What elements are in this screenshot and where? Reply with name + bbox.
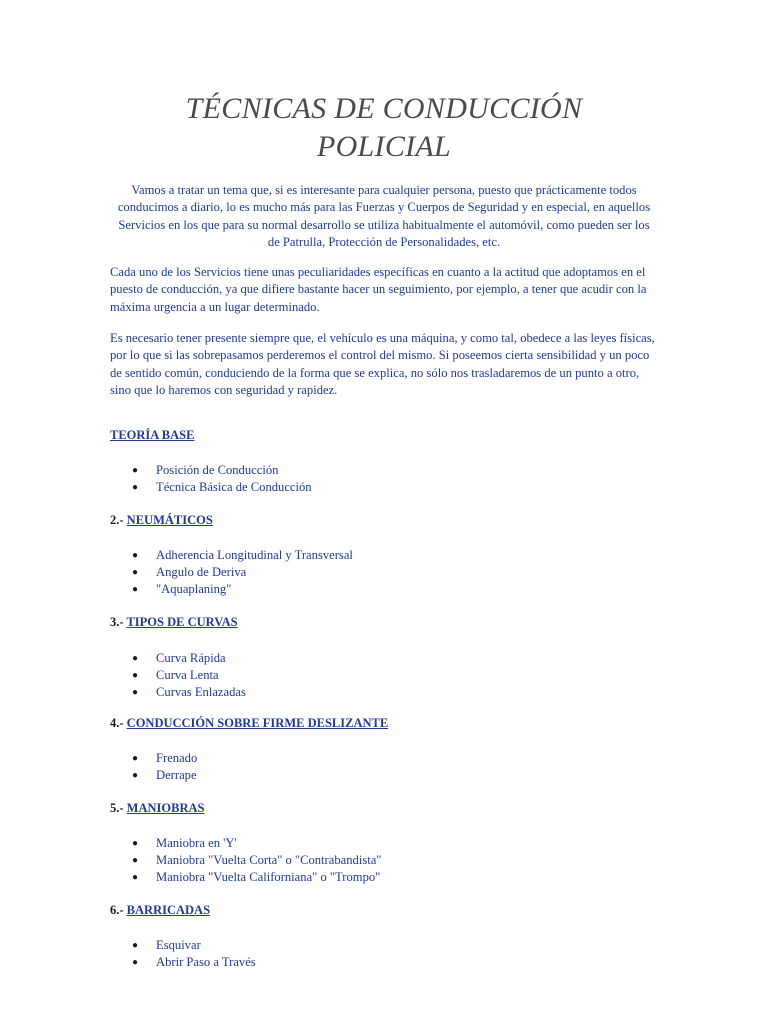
section-list-teoria-base bbox=[110, 462, 630, 496]
body-paragraph-2: Cada uno de los Servicios tiene unas peculiaridades específicas en cuanto a la actitud que adoptamos en el puesto de conducción, ya que difiere bastante hacer un seguimiento, por ejemplo, a tener que acudir con la máxima urgencia a un lugar determinado. bbox=[110, 265, 647, 314]
list-item-text: Esquivar bbox=[156, 938, 201, 952]
bullet-icon: ● bbox=[132, 584, 139, 596]
list-item-text: Maniobra en 'Y' bbox=[156, 836, 237, 850]
list-item bbox=[110, 869, 630, 886]
body-paragraph-3: Es necesario tener presente siempre que, el vehículo es una máquina, y como tal, obedece a las leyes físicas, por lo que si las sobrepasamos perderemos el control del mismo. Si poseemos cierta sensibilidad y un poco de sentido común, conduciendo de la forma que se explica, no sólo nos trasladaremos de un punto a otro, sino que lo haremos con seguridad y rapidez. bbox=[110, 331, 655, 397]
list-item-text: Frenado bbox=[156, 751, 198, 765]
bullet-icon: ● bbox=[132, 653, 139, 664]
bullet-icon: ● bbox=[132, 670, 139, 682]
bullet-icon: ● bbox=[132, 687, 139, 699]
section-link-tipos-de-curvas[interactable]: TIPOS DE CURVAS bbox=[126, 615, 238, 629]
list-item bbox=[110, 564, 630, 581]
list-item bbox=[110, 954, 630, 971]
list-item bbox=[110, 462, 630, 479]
list-item-text: Técnica Básica de Conducción bbox=[156, 480, 312, 495]
title-line-2: POLICIAL bbox=[316, 130, 452, 163]
bullet-icon: ● bbox=[132, 567, 139, 579]
section-heading-conduccion-firme-deslizante bbox=[110, 716, 670, 731]
list-item bbox=[110, 650, 630, 667]
list-item-text: Maniobra "Vuelta Californiana" o "Trompo" bbox=[156, 870, 381, 885]
list-item-text: Angulo de Deriva bbox=[156, 565, 247, 580]
intro-paragraph: Vamos a tratar un tema que, si es interesante para cualquier persona, puesto que prácticamente todos conducimos a diario, lo es mucho más para las Fuerzas y Cuerpos de Seguridad y en especial, en aquellos Servicios en los que para su normal desarrollo se utiliza habitualmente el automóvil, como pueden ser los de Patrulla, Protección de Personalidades, etc. bbox=[117, 183, 651, 249]
list-item-text: "Aquaplaning" bbox=[156, 582, 232, 597]
section-link-conduccion-firme-deslizante[interactable]: CONDUCCIÓN SOBRE FIRME DESLIZANTE bbox=[126, 716, 389, 730]
section-list-barricadas bbox=[110, 937, 630, 971]
list-item-text: Curvas Enlazadas bbox=[156, 685, 246, 700]
list-item bbox=[110, 767, 630, 784]
list-item-text: Curva Lenta bbox=[156, 668, 219, 683]
section-link-teoria-base[interactable]: TEORÍA BASE bbox=[110, 428, 195, 442]
bullet-icon: ● bbox=[132, 770, 139, 782]
section-list-neumaticos bbox=[110, 547, 630, 599]
section-list-maniobras bbox=[110, 835, 630, 887]
page-title bbox=[0, 90, 768, 166]
list-item bbox=[110, 852, 630, 869]
bullet-icon: ● bbox=[132, 753, 139, 764]
section-heading-barricadas bbox=[110, 903, 670, 918]
section-link-neumaticos[interactable]: NEUMÁTICOS bbox=[126, 513, 213, 527]
bullet-icon: ● bbox=[132, 482, 139, 494]
bullet-icon: ● bbox=[132, 872, 139, 884]
list-item-text: Adherencia Longitudinal y Transversal bbox=[156, 548, 353, 562]
list-item-text: Curva Rápida bbox=[156, 651, 226, 665]
list-item bbox=[110, 684, 630, 701]
list-item-text: Posición de Conducción bbox=[156, 463, 279, 477]
section-number: 3.- bbox=[110, 615, 127, 629]
bullet-icon: ● bbox=[132, 855, 139, 867]
bullet-icon: ● bbox=[132, 957, 139, 969]
section-number: 6.- bbox=[110, 903, 127, 917]
section-list-tipos-de-curvas bbox=[110, 650, 630, 702]
list-item bbox=[110, 479, 630, 496]
bullet-icon: ● bbox=[132, 838, 139, 849]
section-link-maniobras[interactable]: MANIOBRAS bbox=[126, 801, 205, 815]
section-number: 2.- bbox=[110, 513, 127, 527]
bullet-icon: ● bbox=[132, 940, 139, 951]
list-item-text: Maniobra "Vuelta Corta" o "Contrabandista" bbox=[156, 853, 382, 868]
section-link-barricadas[interactable]: BARRICADAS bbox=[126, 903, 211, 917]
section-heading-maniobras bbox=[110, 801, 670, 816]
list-item bbox=[110, 547, 630, 564]
list-item-text: Abrir Paso a Través bbox=[156, 955, 256, 970]
list-item bbox=[110, 667, 630, 684]
list-item bbox=[110, 835, 630, 852]
section-heading-tipos-de-curvas bbox=[110, 615, 670, 630]
bullet-icon: ● bbox=[132, 550, 139, 561]
section-heading-teoria-base bbox=[110, 428, 670, 443]
list-item bbox=[110, 937, 630, 954]
bullet-icon: ● bbox=[132, 465, 139, 476]
section-number: 5.- bbox=[110, 801, 127, 815]
section-list-conduccion-firme-deslizante bbox=[110, 750, 630, 784]
section-heading-neumaticos bbox=[110, 513, 670, 528]
list-item bbox=[110, 581, 630, 598]
section-number: 4.- bbox=[110, 716, 127, 730]
list-item bbox=[110, 750, 630, 767]
title-line-1: TÉCNICAS DE CONDUCCIÓN bbox=[185, 92, 583, 125]
list-item-text: Derrape bbox=[156, 768, 197, 783]
